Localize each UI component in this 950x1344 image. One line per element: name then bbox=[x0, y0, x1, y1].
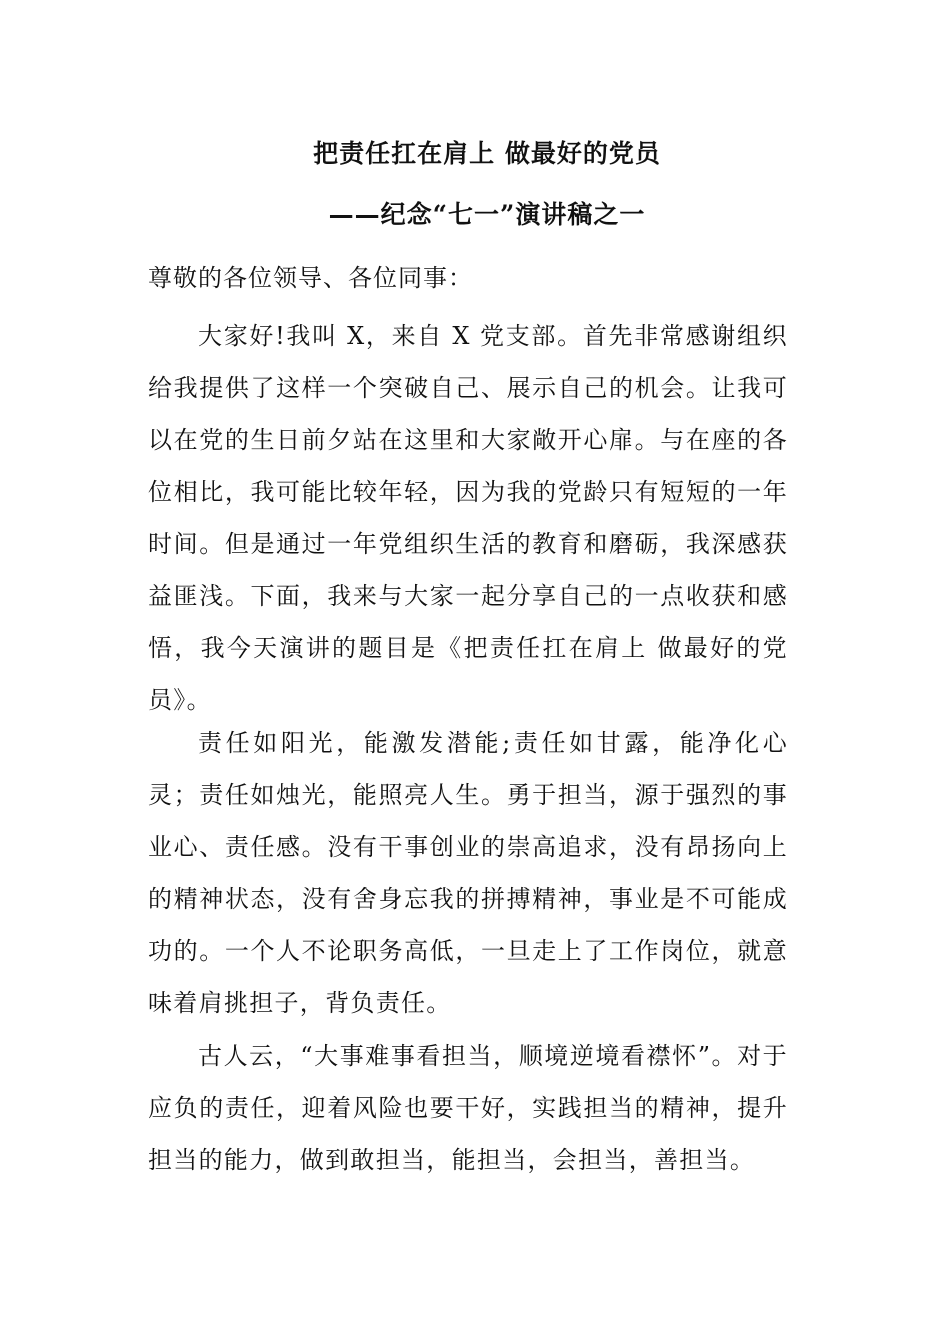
salutation: 尊敬的各位领导、各位同事： bbox=[148, 264, 473, 292]
document-title: 把责任扛在肩上 做最好的党员 bbox=[313, 139, 661, 168]
document-subtitle: ——纪念“七一”演讲稿之一 bbox=[328, 200, 646, 229]
paragraph-2: 责任如阳光，能激发潜能;责任如甘露，能净化心灵；责任如烛光，能照亮人生。勇于担当，源于强烈的事业心、责任感。没有干事创业的崇高追求，没有昂扬向上的精神状态，没有舍身忘我的拼搏精神，事业是不可能成功的。一个人不论职务高低，一旦走上了工作岗位，就意味着肩挑担子，背负责任。 bbox=[148, 729, 788, 1017]
paragraph-1: 大家好!我叫 X，来自 X 党支部。首先非常感谢组织给我提供了这样一个突破自己、展示自己的机会。让我可以在党的生日前夕站在这里和大家敞开心扉。与在座的各位相比，我可能比较年轻，因为我的党龄只有短短的一年时间。但是通过一年党组织生活的教育和磨砺，我深感获益匪浅。下面，我来与大家一起分享自己的一点收获和感悟，我今天演讲的题目是《把责任扛在肩上 做最好的党员》。 bbox=[148, 322, 788, 714]
paragraph-3: 古人云，“大事难事看担当，顺境逆境看襟怀”。对于应负的责任，迎着风险也要干好，实践担当的精神，提升担当的能力，做到敢担当，能担当，会担当，善担当。 bbox=[148, 1042, 788, 1174]
